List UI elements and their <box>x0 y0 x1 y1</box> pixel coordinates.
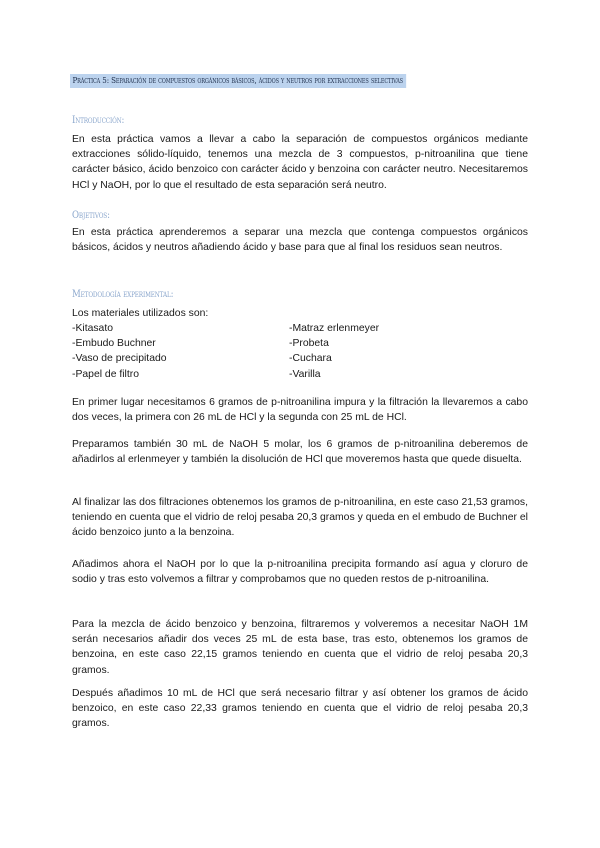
paragraph: En primer lugar necesitamos 6 gramos de p-nitroanilina impura y la filtración la llevaremos a cabo dos veces, la primera con 26 mL de HCl y la segunda con 25 mL de HCl. <box>72 397 528 424</box>
materials-intro: Los materiales utilizados son: <box>72 308 209 319</box>
list-item: -Varilla <box>289 368 321 380</box>
title-block <box>70 70 532 88</box>
paragraph: Después añadimos 10 mL de HCl que será necesario filtrar y así obtener los gramos de ácido benzoico, en este caso 22,33 gramos teniendo en cuenta que el vidrio de reloj pesaba 20,3 gramos. <box>72 688 528 730</box>
materials-list-left <box>72 321 167 382</box>
materials-list-right <box>289 321 379 382</box>
objetivos-heading: Objetivos: <box>72 209 110 221</box>
list-item: -Papel de filtro <box>72 368 139 380</box>
paragraph: Añadimos ahora el NaOH por lo que la p-nitroanilina precipita formando así agua y cloruro de sodio y tras esto volvemos a filtrar y comprobamos que no queden restos de p-nitroanilina. <box>72 559 528 586</box>
list-item: -Kitasato <box>72 323 114 334</box>
paragraph: Preparamos también 30 mL de NaOH 5 molar, los 6 gramos de p-nitroanilina deberemos de añadirlos al erlenmeyer y también la disolución de HCl que moveremos hasta que quede disuelta. <box>72 439 528 466</box>
document-title: Práctica 5: Separación de compuestos orgánicos básicos, ácidos y neutros por extracciones selectivas <box>70 74 406 88</box>
list-item: -Probeta <box>289 338 329 350</box>
introduccion-text: En esta práctica vamos a llevar a cabo la separación de compuestos orgánicos mediante extracciones sólido-líquido, tenemos una mezcla de 3 compuestos, p-nitroanilina que tiene carácter básico, ácido benzoico con carácter ácido y benzoina con carácter neutro. Necesitaremos HCl y NaOH, por lo que el resultado de esta separación será neutro. <box>72 134 528 191</box>
list-item: -Cuchara <box>289 353 332 365</box>
list-item: -Vaso de precipitado <box>72 353 167 365</box>
metodologia-heading: Metodología experimental: <box>72 288 174 300</box>
paragraph: Al finalizar las dos filtraciones obtenemos los gramos de p-nitroanilina, en este caso 21,53 gramos, teniendo en cuenta que el vidrio de reloj pesaba 20,3 gramos y queda en el embudo de Buchner el ácido benzoico junto a la benzoina. <box>72 497 528 539</box>
list-item: -Matraz erlenmeyer <box>289 323 380 334</box>
objetivos-text: En esta práctica aprenderemos a separar una mezcla que contenga compuestos orgánicos básicos, ácidos y neutros añadiendo ácido y base para que al final los residuos sean neutros. <box>72 227 528 254</box>
list-item: -Embudo Buchner <box>72 338 156 350</box>
introduccion-heading: Introducción: <box>72 114 125 126</box>
paragraph: Para la mezcla de ácido benzoico y benzoina, filtraremos y volveremos a necesitar NaOH 1M serán necesarios añadir dos veces 25 mL de esta base, tras esto, obtenemos los gramos de benzoina, en este caso 22,15 gramos teniendo en cuenta que el vidrio de reloj pesaba 20,3 gramos. <box>72 619 528 676</box>
